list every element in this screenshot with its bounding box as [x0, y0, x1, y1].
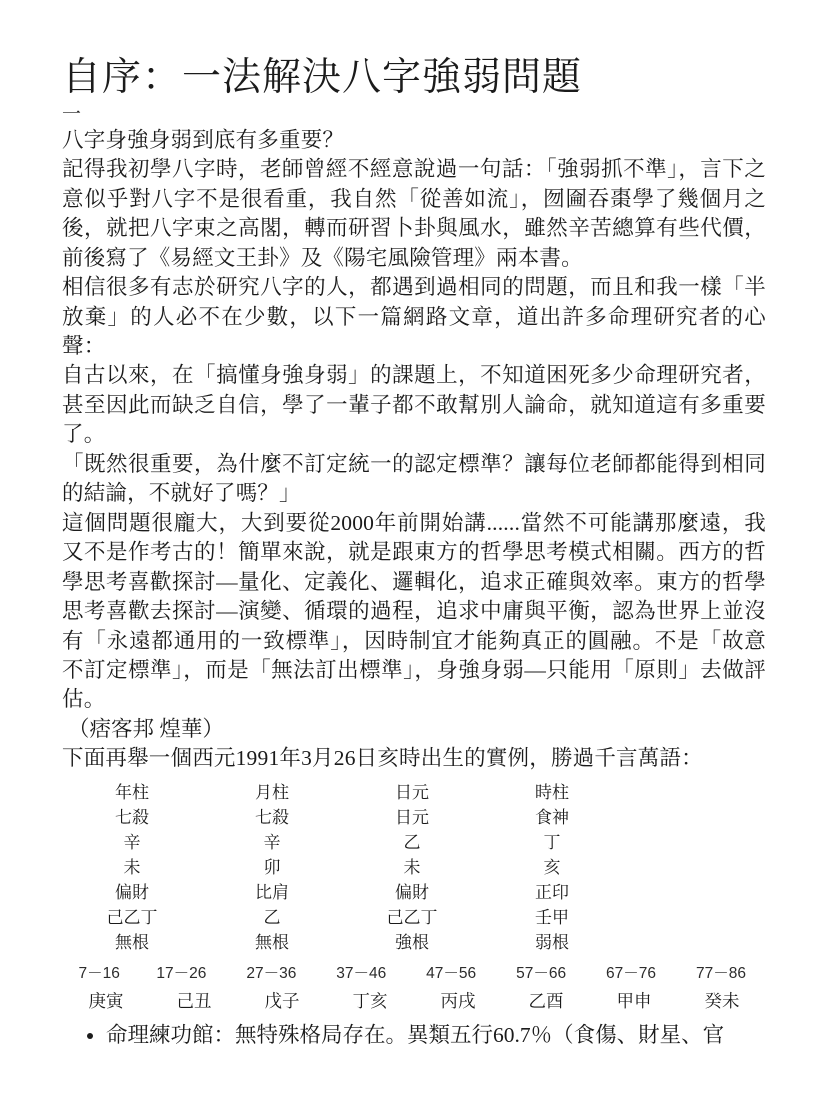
age-range-cell: 57－66: [516, 964, 567, 982]
bazi-cell: 未: [123, 857, 141, 877]
table-row: [62, 880, 622, 905]
bazi-cell: 食神: [535, 807, 569, 827]
table-row: [62, 855, 622, 880]
table-row-header: [62, 780, 622, 805]
attribution-line: （痞客邦 煌華）: [68, 716, 224, 741]
table-row: [62, 905, 622, 930]
bazi-cell: 辛: [263, 832, 281, 852]
age-range-cell: 17－26: [156, 964, 207, 982]
age-range-cell: 27－36: [246, 964, 297, 982]
luck-pillar-cell: 乙酉: [528, 990, 564, 1011]
paragraph-5: 「既然很重要，為什麼不訂定統一的認定標準？讓每位老師都能得到相同的結論，不就好了嗎？」: [62, 451, 766, 506]
bazi-cell: 乙: [403, 832, 421, 852]
bazi-cell: 亥: [543, 857, 561, 877]
luck-pillar-cell: 癸未: [704, 990, 740, 1011]
bullet-list: [62, 1021, 766, 1050]
bazi-cell: 己乙丁: [386, 907, 438, 927]
bazi-cell: 辛: [123, 832, 141, 852]
age-range-cell: 47－56: [426, 964, 477, 982]
bazi-col-header: 年柱: [115, 782, 149, 802]
bazi-cell: 偏財: [115, 882, 149, 902]
paragraph-6: 這個問題很龐大，大到要從2000年前開始講......當然不可能講那麼遠，我又不是作考古的！簡單來說，就是跟東方的哲學思考模式相關。西方的哲學思考喜歡探討—量化、定義化、邏輯化，追求正確與效率。東方的哲學思考喜歡去探討—演變、循環的過程，追求中庸與平衡，認為世界上並沒有「永遠都通用的一致標準」，因時制宜才能夠真正的圓融。不是「故意不訂定標準」，而是「無法訂出標準」，身強身弱—只能用「原則」去做評估。: [62, 510, 766, 712]
paragraph-4: 自古以來，在「搞懂身強身弱」的課題上，不知道困死多少命理研究者，甚至因此而缺乏自信，學了一輩子都不敢幫別人論命，就知道這有多重要了。: [62, 363, 766, 447]
bazi-cell: 七殺: [115, 807, 149, 827]
age-range-cell: 37－46: [336, 964, 387, 982]
bazi-col-header: 時柱: [535, 782, 569, 802]
table-row: [62, 930, 622, 955]
bazi-cell: 無根: [115, 932, 149, 952]
paragraph-2: 記得我初學八字時，老師曾經不經意說過一句話：「強弱抓不準」，言下之意似乎對八字不是很看重，我自然「從善如流」，囫圇吞棗學了幾個月之後，就把八字束之高閣，轉而研習卜卦與風水，雖然辛苦總算有些代價，前後寫了《易經文王卦》及《陽宅風險管理》兩本書。: [62, 157, 766, 270]
bazi-cell: 弱根: [535, 932, 569, 952]
section-mark: 一: [62, 103, 82, 125]
table-row: [62, 955, 766, 985]
age-range-cell: 77－86: [695, 964, 746, 982]
luck-pillar-cell: 己丑: [176, 990, 212, 1011]
bazi-cell: 偏財: [395, 882, 429, 902]
bazi-cell: 卯: [263, 857, 281, 877]
table-row: [62, 805, 622, 830]
bazi-cell: 七殺: [255, 807, 289, 827]
bazi-cell: 正印: [535, 882, 569, 902]
age-range-cell: 7－16: [78, 964, 120, 982]
list-item: • 命理練功館：無特殊格局存在。異類五行60.7％（食傷、財星、官: [106, 1021, 766, 1050]
luck-pillar-cell: 戊子: [264, 990, 300, 1011]
bazi-cell: 強根: [395, 932, 429, 952]
luck-pillar-cell: 庚寅: [88, 990, 124, 1011]
paragraph-1: 八字身強身弱到底有多重要？: [62, 127, 345, 152]
luck-pillar-cell: 甲申: [616, 990, 652, 1011]
page-title: 自序：一法解決八字強弱問題: [62, 56, 583, 99]
bazi-cell: 丁: [543, 832, 561, 852]
paragraph-3: 相信很多有志於研究八字的人，都遇到過相同的問題，而且和我一樣「半放棄」的人必不在少數，以下一篇網路文章，道出許多命理研究者的心聲：: [62, 275, 766, 359]
bazi-chart-table: [62, 780, 622, 955]
bazi-cell: 未: [403, 857, 421, 877]
luck-pillar-cell: 丁亥: [352, 990, 388, 1011]
bazi-col-header: 月柱: [255, 782, 289, 802]
bazi-col-header: 日元: [395, 782, 429, 802]
bazi-cell: 己乙丁: [106, 907, 158, 927]
bazi-cell: 乙: [263, 907, 281, 927]
bazi-cell: 日元: [395, 807, 429, 827]
luck-age-ranges-table: [62, 955, 766, 985]
luck-pillar-cell: 丙戌: [440, 990, 476, 1011]
paragraph-7: 下面再舉一個西元1991年3月26日亥時出生的實例，勝過千言萬語：: [62, 746, 703, 771]
table-row: [62, 830, 622, 855]
luck-pillars-table: [62, 985, 766, 1015]
bazi-cell: 無根: [255, 932, 289, 952]
age-range-cell: 67－76: [606, 964, 656, 982]
bazi-cell: 比肩: [255, 882, 289, 902]
table-row: [62, 985, 766, 1015]
bazi-cell: 壬甲: [535, 907, 569, 927]
